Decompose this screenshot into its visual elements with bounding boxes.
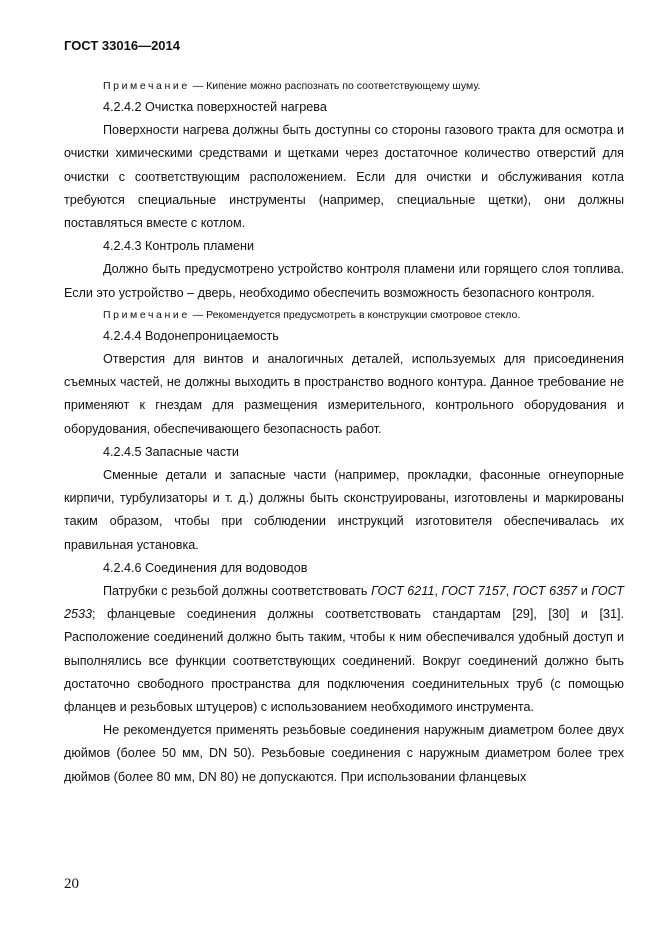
paragraph-flame-control: Должно быть предусмотрено устройство контроля пламени или горящего слоя топлива. Если это устройство – дверь, необходимо обеспечить возможность безопасного контроля. [64,262,624,300]
document-body [64,76,624,789]
standard-reference: ГОСТ 6357 [512,584,578,599]
paragraph-water-connections [64,580,624,719]
text-run: ; фланцевые соединения должны соответствовать стандартам [29], [30] и [31]. Расположение соединений должно быть таким, чтобы к ним обеспечивался удобный доступ и выполнялись все функции соответствующих соединений. Вокруг соединений должно быть достаточно свободного пространства для подключения соединительных труб (с помощью фланцев и резьбовых штуцеров) с использованием необходимого инструмента. [64,607,624,715]
paragraph-watertightness: Отверстия для винтов и аналогичных деталей, используемых для присоединения съемных частей, не должны выходить в пространство водного контура. Данное требование не применяют к гнездам для размещения измерительного, контрольного оборудования и оборудования, обеспечивающего безопасность работ. [64,352,624,436]
note-text: — Рекомендуется предусмотреть в конструкции смотровое стекло. [189,308,521,321]
text-run: Патрубки с резьбой должны соответствовать [103,584,372,599]
text-run: , [505,584,513,599]
section-heading-watertightness: 4.2.4.4 Водонепроницаемость [103,328,279,343]
standard-reference: ГОСТ 7157 [441,584,506,599]
standard-reference: ГОСТ 6211 [371,584,435,599]
standard-reference: ГОСТ 2533 [64,584,624,622]
section-heading-flame-control: 4.2.4.3 Контроль пламени [103,239,255,254]
note-label: Примечание [103,80,190,92]
note-sight-glass [64,305,624,325]
paragraph-threaded-connections: Не рекомендуется применять резьбовые соединения наружным диаметром более двух дюймов (более 50 мм, DN 50). Резьбовые соединения с наружным диаметром более трех дюймов (более 80 мм, DN 80) не допускаются. При использовании фланцевых [64,723,624,784]
note-label: Примечание [103,308,190,321]
page-number: 20 [64,876,79,892]
section-heading-cleaning: 4.2.4.2 Очистка поверхностей нагрева [103,100,327,114]
note-boiling [64,76,624,96]
note-text: — Кипение можно распознать по соответствующему шуму. [189,80,481,92]
document-header: ГОСТ 33016—2014 [64,38,180,53]
text-run: , [434,584,442,599]
paragraph-spare-parts: Сменные детали и запасные части (например, прокладки, фасонные огнеупорные кирпичи, турбулизаторы и т. д.) должны быть сконструированы, изготовлены и маркированы таким образом, чтобы при соблюдении инструкций изготовителя обеспечивалась их правильная установка. [64,468,624,552]
section-heading-spare-parts: 4.2.4.5 Запасные части [103,444,239,459]
section-heading-water-connections: 4.2.4.6 Соединения для водоводов [103,560,308,575]
text-run: и [577,584,592,599]
paragraph-cleaning: Поверхности нагрева должны быть доступны со стороны газового тракта для осмотра и очистки химическими средствами и щетками через достаточное количество отверстий для очистки с соответствующим расположением. Если для очистки и обслуживания котла требуются специальные инструменты (например, специальные щетки), они должны поставляться вместе с котлом. [64,123,624,231]
